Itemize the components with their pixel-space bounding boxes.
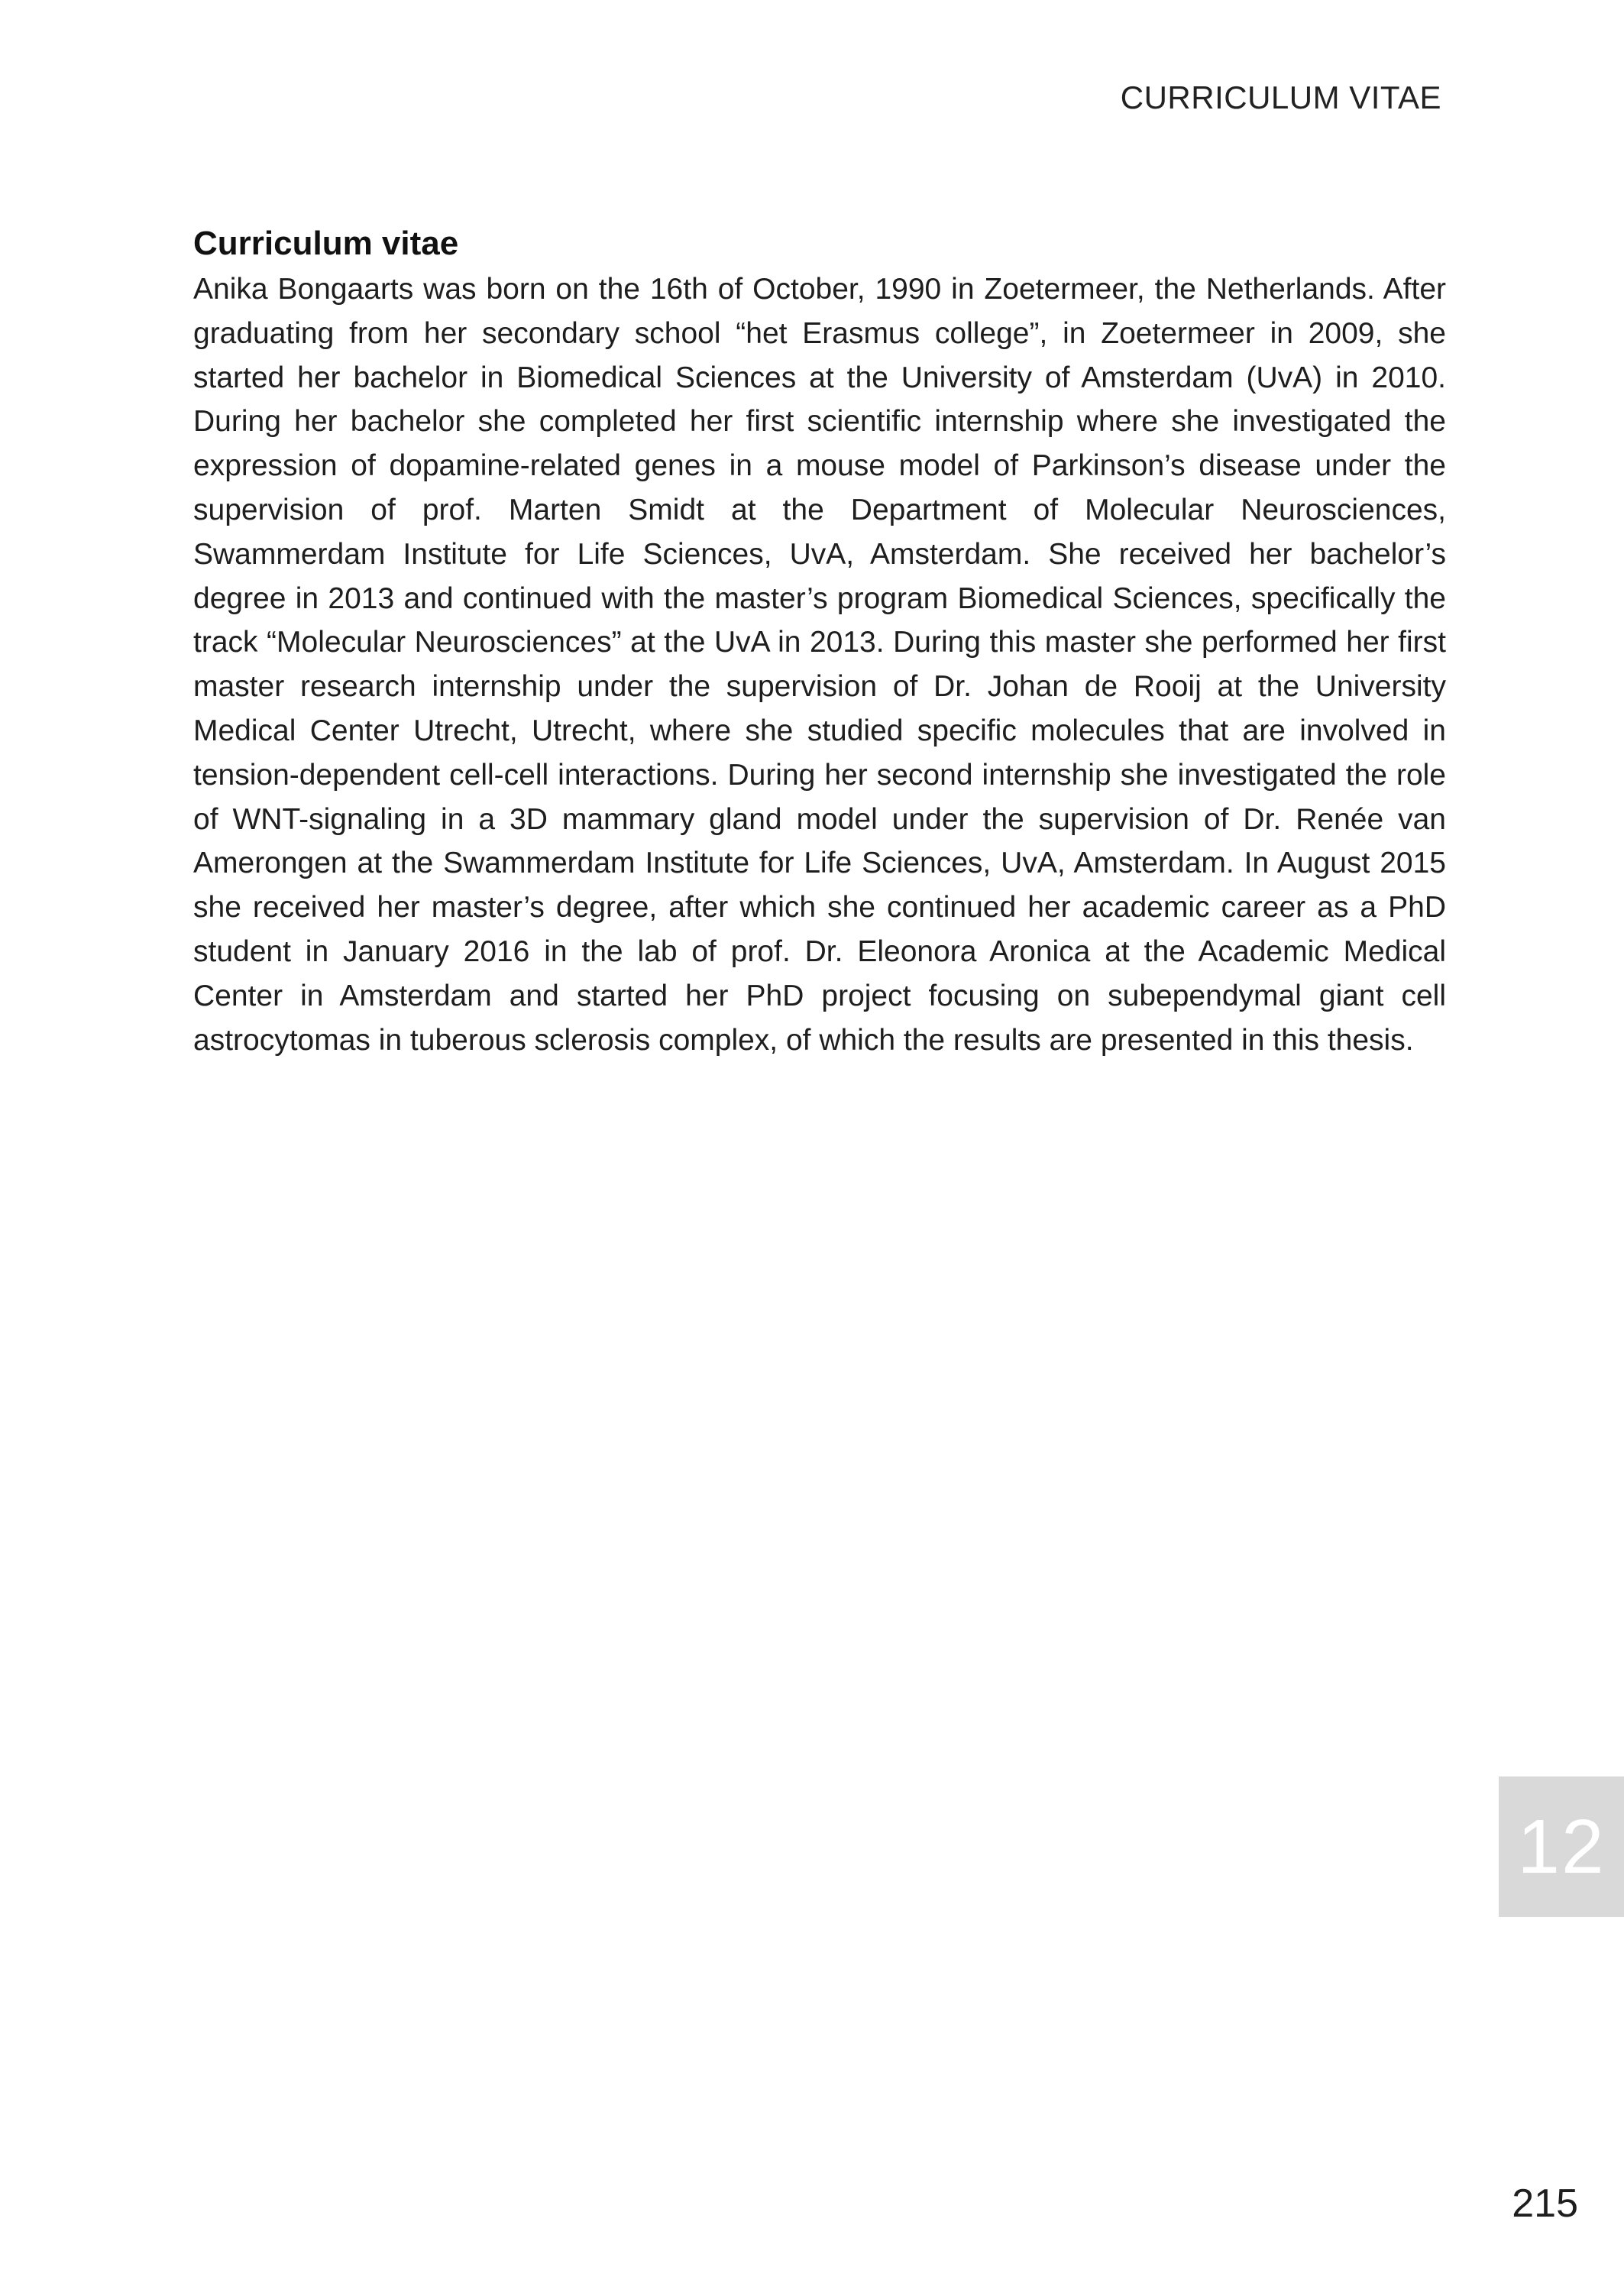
- chapter-number: 12: [1517, 1803, 1606, 1890]
- running-header: CURRICULUM VITAE: [1120, 79, 1441, 115]
- main-content: [193, 222, 1446, 1062]
- body-paragraph: Anika Bongaarts was born on the 16th of October, 1990 in Zoetermeer, the Netherlands. After graduating from her secondary school “het Erasmus college”, in Zoetermeer in 2009, she started her bachelor in Biomedical Sciences at the University of Amsterdam (UvA) in 2010. During her bachelor she completed her first scientific internship where she investigated the expression of dopamine-related genes in a mouse model of Parkinson’s disease under the supervision of prof. Marten Smidt at the Department of Molecular Neurosciences, Swammerdam Institute for Life Sciences, UvA, Amsterdam. She received her bachelor’s degree in 2013 and continued with the master’s program Biomedical Sciences, specifically the track “Molecular Neurosciences” at the UvA in 2013. During this master she performed her first master research internship under the supervision of Dr. Johan de Rooij at the University Medical Center Utrecht, Utrecht, where she studied specific molecules that are involved in tension-dependent cell-cell interactions. During her second internship she investigated the role of WNT-signaling in a 3D mammary gland model under the supervision of Dr. Renée van Amerongen at the Swammerdam Institute for Life Sciences, UvA, Amsterdam. In August 2015 she received her master’s degree, after which she continued her academic career as a PhD student in January 2016 in the lab of prof. Dr. Eleonora Aronica at the Academic Medical Center in Amsterdam and started her PhD project focusing on subependymal giant cell astrocytomas in tuberous sclerosis complex, of which the results are presented in this thesis.: [193, 273, 1446, 1057]
- chapter-tab: [1499, 1776, 1624, 1917]
- page-number: 215: [1512, 2181, 1578, 2226]
- section-title: Curriculum vitae: [193, 225, 459, 262]
